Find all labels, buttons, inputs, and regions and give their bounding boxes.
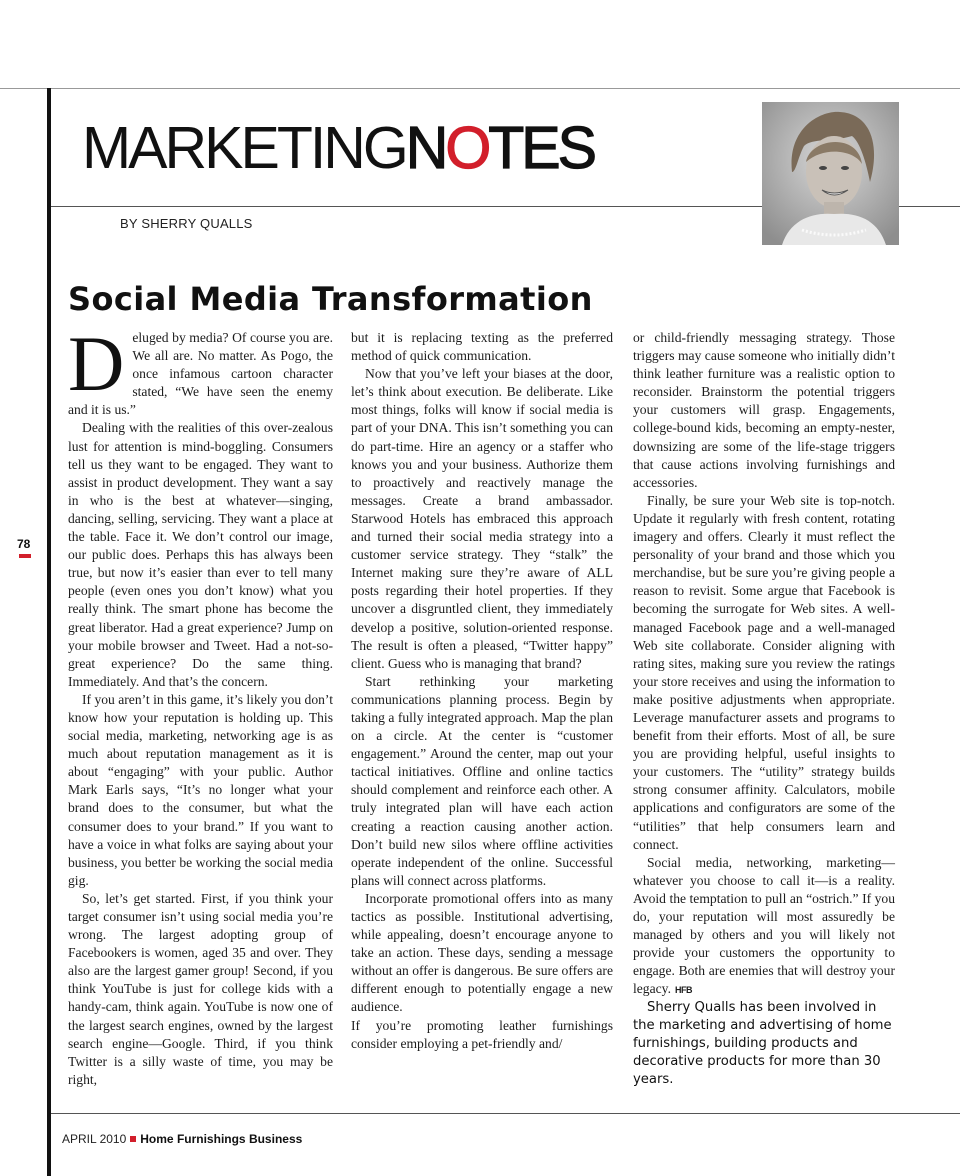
paragraph: Dealing with the realities of this over-zealous lust for attention is mind-boggling. Consumers tell us they want to be engaged. They want to assist in product development. They want a say in who is the best at whatever—singing, dancing, selling, servicing. They want a place at the table. Face it. We don’t control our image, our public does. Perhaps this has always been true, but now it’s easier than ever to tell many people (even ones you don’t know) what you really think. The smart phone has become the great liberator. Had a great experience? Jump on your mobile browser and Tweet. Had a not-so-great experience? Do the same thing. Immediately. And that’s the concern. xyxy=(68,420,333,689)
paragraph: Finally, be sure your Web site is top-notch. Update it regularly with fresh content, rotating imagery and offers. Clearly it must reflect the personality of your brand and those which you merchandise, but be sure you’re giving people a reason to revisit. Some argue that Facebook is becoming the surrogate for Web sites. A well-managed Facebook page and a well-managed Web site collaborate. Consider aligning with rating sites, making sure you review the ratings your store receives and using the information to make positive adjustments when appropriate. Leverage manufacturer assets and programs to benefit from their efforts. Most of all, be sure you are providing helpful, useful insights to your customers. The “utility” strategy builds strong consumer affinity. Calculators, mobile applications and configurators are some of the “utilities” that help consumers learn and connect. xyxy=(633,492,895,852)
section-masthead xyxy=(82,112,594,184)
author-photo xyxy=(762,102,899,245)
paragraph-text: eluged by media? Of course you are. We all are. No matter. As Pogo, the once infamous cartoon character stated, “We have seen the enemy and it is us.” xyxy=(68,330,333,418)
paragraph: Now that you’ve left your biases at the door, let’s think about execution. Be deliberate. Like most things, folks will know if social media is part of your DNA. This isn’t something you can do part-time. Hire an agency or a staffer who knows you and your business. Authorize them to proactively and reactively manage the messages. Create a brand ambassador. Starwood Hotels has embraced this approach and turned their social media strategy into a customer service strategy. They “stalk” the Internet making sure they’re aware of ALL posts regarding their hotel properties. If they uncover a disgruntled client, they immediately develop a positive, solution-oriented response. The result is often a pleased, “Twitter happy” client. Guess who is managing that brand? xyxy=(351,366,613,671)
paragraph xyxy=(633,854,895,1000)
page-footer xyxy=(62,1132,302,1146)
paragraph: If you aren’t in this game, it’s likely you don’t know how your reputation is holding up. This social media, marketing, networking age is as much about reputation management as it is about “engaging” with your public. Author Mark Earls says, “It’s no longer what your brand does to the consumer, but what the consumer does to your brand.” If you want to have a voice in what folks are saying about your business, you better be working the social media gig. xyxy=(68,691,333,888)
paragraph xyxy=(68,320,333,419)
masthead-o-accent: O xyxy=(445,115,489,181)
footer-publication: Home Furnishings Business xyxy=(140,1132,303,1146)
drop-cap: D xyxy=(68,320,125,407)
left-margin-rule xyxy=(47,88,51,1176)
end-mark: HFB xyxy=(675,985,692,996)
footer-date: APRIL 2010 xyxy=(62,1132,127,1146)
paragraph: or child-friendly messaging strategy. Those triggers may cause someone who initially didn’t think leather furniture was a realistic option to reconsider. Brainstorm the potential triggers your customers will grasp. Engagements, college-bound kids, becoming an empty-nester, downsizing are some of the life-stage triggers that cause actions involving furnishings and accessories. xyxy=(633,330,895,490)
article-title: Social Media Transformation xyxy=(68,280,593,318)
masthead-tes: TES xyxy=(488,115,595,181)
paragraph: but it is replacing texting as the preferred method of quick communication. xyxy=(351,330,613,364)
paragraph: If you’re promoting leather furnishings consider employing a pet-friendly and/ xyxy=(351,1017,613,1051)
paragraph: Incorporate promotional offers into as many tactics as possible. Institutional advertising, while appealing, doesn’t encourage anyone to take an action. These days, sending a message without an offer is dangerous. Be sure offers are different enough to potentially engage a new audience. xyxy=(351,890,613,1015)
page-number-accent-bar xyxy=(19,554,31,558)
author-byline: BY SHERRY QUALLS xyxy=(120,216,253,231)
paragraph: So, let’s get started. First, if you think your target consumer isn’t using social media you’re wrong. The largest adopting group of Facebookers is women, aged 35 and over. They also are the largest gamer group! Second, if you think YouTube is just for college kids with a handy-cam, think again. YouTube is now one of the largest search engines, owned by the largest search engine—Google. Third, if you think Twitter is a silly waste of time, you may be right, xyxy=(68,890,333,1087)
article-column-2 xyxy=(351,329,613,1053)
footer-divider xyxy=(51,1113,960,1114)
paragraph-text: Social media, networking, marketing—whatever you choose to call it—is a reality. Avoid the temptation to pull an “ostrich.” If you do, your reputation will most assuredly be managed by others and you will likely not provide your customers the opportunity to engage. Both are enemies that will destroy your legacy. xyxy=(633,854,895,997)
article-column-1 xyxy=(68,320,333,1089)
page-number: 78 xyxy=(17,537,31,551)
article-column-3 xyxy=(633,329,895,1089)
paragraph: Start rethinking your marketing communications planning process. Begin by taking a fully integrated approach. Map the plan on a circle. At the center is “customer engagement.” Around the center, map out your tactical initiatives. Offline and online tactics should complement and reinforce each other. A truly integrated plan will have each action creating a reaction causing another action. Don’t build new silos where offline activities operate independent of the online. Successful plans will connect across platforms. xyxy=(351,673,613,888)
masthead-marketing: MARKETING xyxy=(82,115,406,181)
masthead-n: N xyxy=(405,115,446,181)
author-bio: Sherry Qualls has been involved in the marketing and advertising of home furnishings, building products and decorative products for more than 30 years. xyxy=(633,1000,892,1088)
top-rule xyxy=(0,88,960,89)
footer-square-icon xyxy=(130,1136,136,1142)
